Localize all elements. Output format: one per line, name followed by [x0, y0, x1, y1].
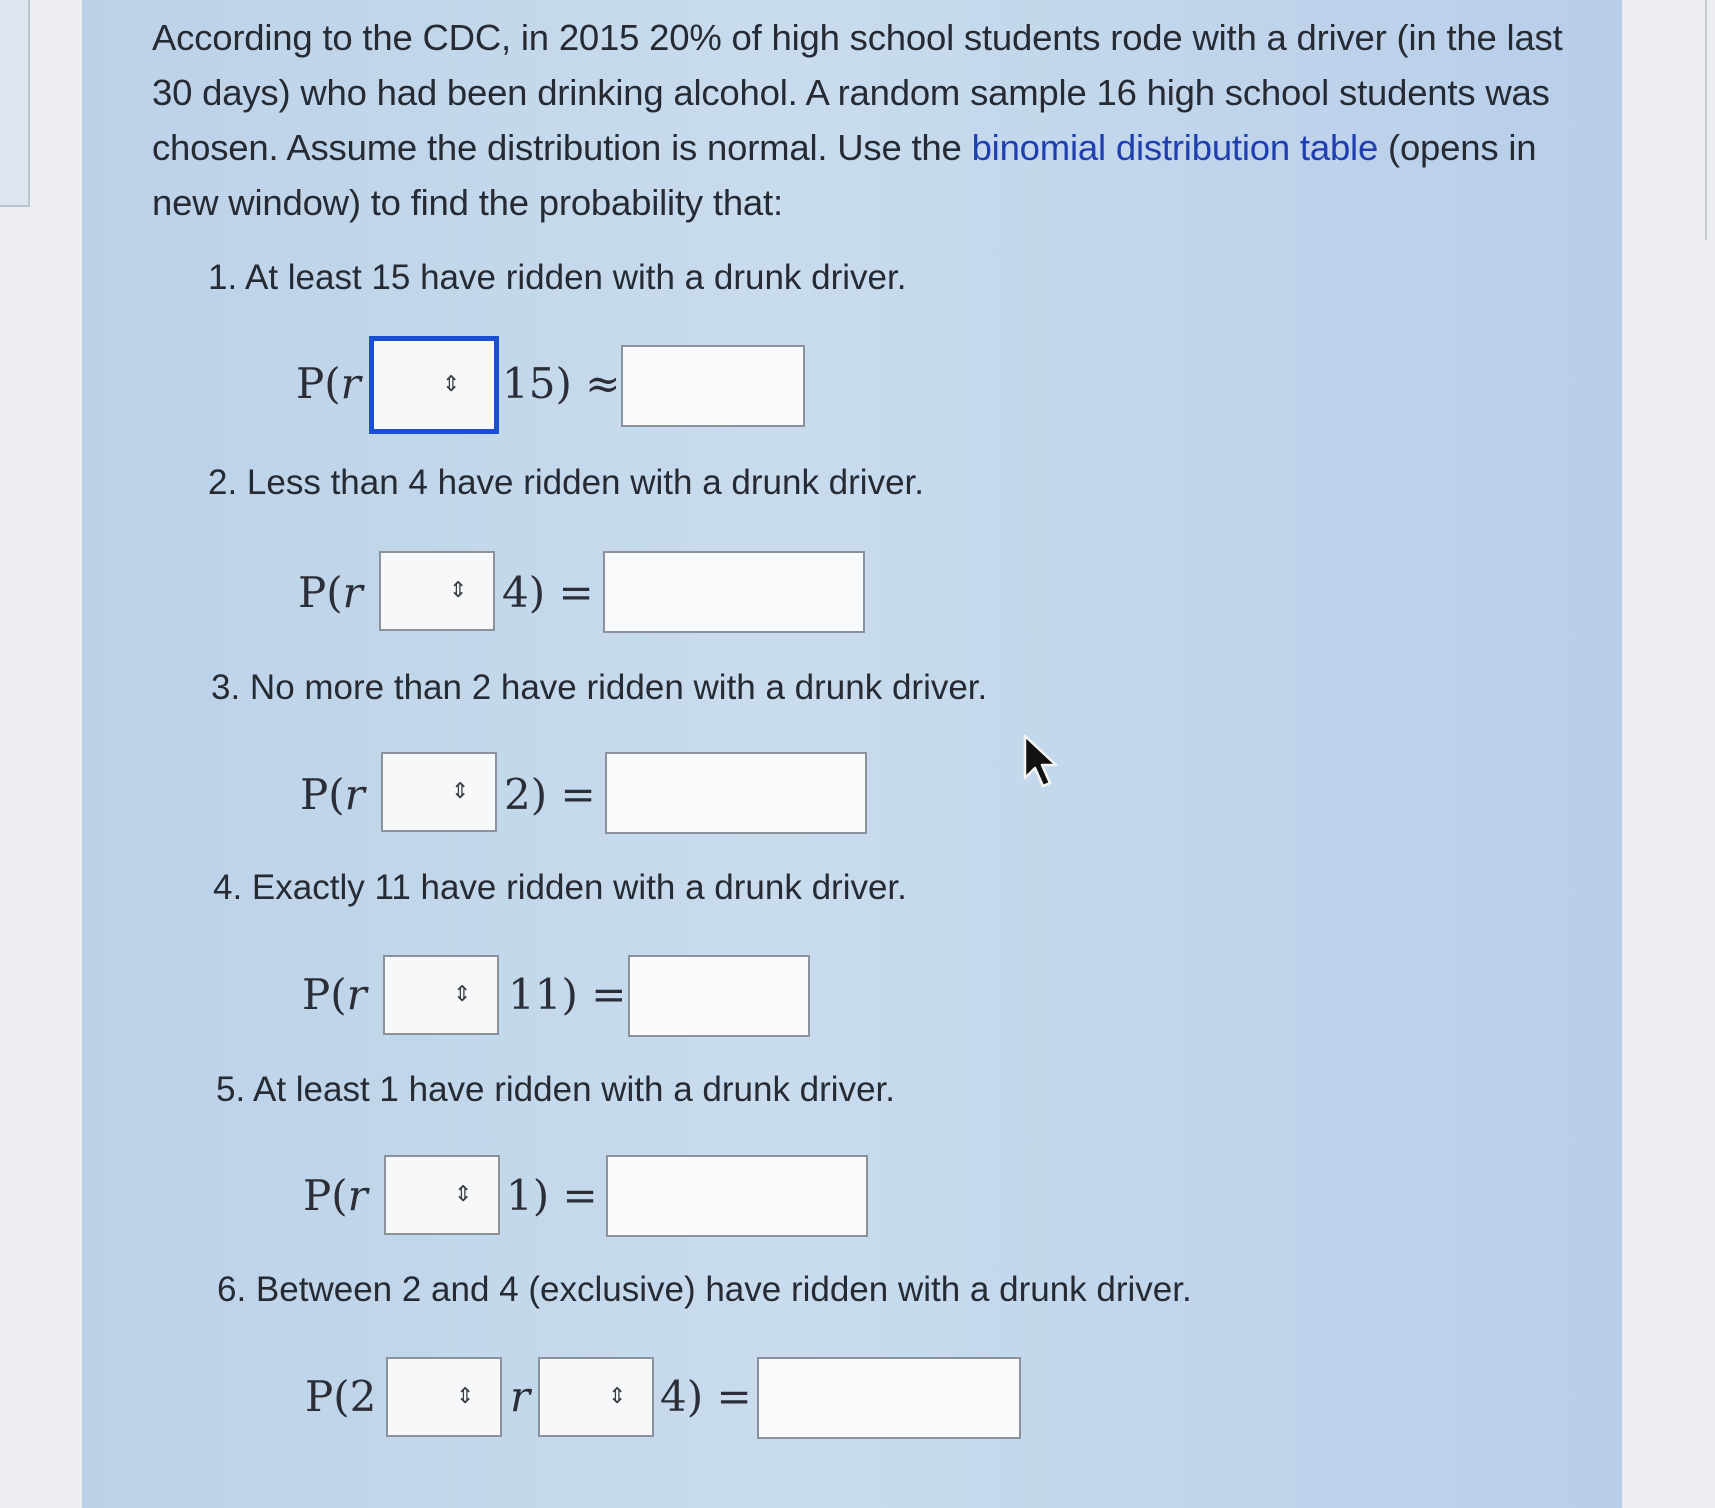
- mouse-pointer-icon: [1022, 734, 1066, 792]
- part-2-inequality-select[interactable]: [379, 551, 495, 631]
- up-down-arrows-icon: ⇕: [454, 1182, 473, 1207]
- part-3-inequality-select[interactable]: [381, 752, 497, 832]
- part-6-answer-input[interactable]: [757, 1357, 1021, 1439]
- part-4-answer-input[interactable]: [628, 955, 810, 1037]
- part-3-answer-input[interactable]: [605, 752, 867, 834]
- part-5-inequality-select[interactable]: [384, 1155, 500, 1235]
- binomial-table-link[interactable]: binomial distribution table: [971, 127, 1379, 168]
- part-4-text: 4. Exactly 11 have ridden with a drunk driver.: [213, 868, 907, 907]
- part-2-answer-input[interactable]: [603, 551, 865, 633]
- part-3-bound: 2) =: [504, 770, 596, 819]
- part-3-prefix: P(r: [300, 770, 365, 819]
- part-6-lower-inequality-select[interactable]: [386, 1357, 502, 1437]
- up-down-arrows-icon: ⇕: [608, 1384, 627, 1409]
- part-1-bound: 15) ≈: [502, 359, 621, 408]
- part-4-bound: 11) =: [508, 970, 627, 1019]
- part-2-prefix: P(r: [298, 568, 363, 617]
- part-6-bound: 4) =: [660, 1372, 752, 1421]
- question-text: [152, 10, 1572, 230]
- part-3-text: 3. No more than 2 have ridden with a drunk driver.: [211, 668, 988, 707]
- up-down-arrows-icon: ⇕: [453, 982, 472, 1007]
- part-1-inequality-select[interactable]: [369, 336, 499, 434]
- up-down-arrows-icon: ⇕: [442, 372, 461, 397]
- part-1-answer-input[interactable]: [621, 345, 805, 427]
- part-5-prefix: P(r: [303, 1171, 368, 1220]
- up-down-arrows-icon: ⇕: [456, 1384, 475, 1409]
- right-window-edge: [1705, 0, 1715, 240]
- part-1-text: 1. At least 15 have ridden with a drunk driver.: [208, 258, 907, 297]
- part-4-inequality-select[interactable]: [383, 955, 499, 1035]
- part-2-bound: 4) =: [502, 568, 594, 617]
- part-6-text: 6. Between 2 and 4 (exclusive) have ridden with a drunk driver.: [217, 1270, 1192, 1309]
- part-2-text: 2. Less than 4 have ridden with a drunk driver.: [208, 463, 924, 502]
- question-instruction: (opens in new window) to find the probability that:: [152, 127, 1537, 223]
- part-6-variable: r: [510, 1372, 531, 1421]
- question-intro: According to the CDC, in 2015 20% of high school students rode with a driver (in the last 30 days) who had been drinking alcohol. A random sample 16 high school students was chosen. Assume the distribution is normal. Use the: [152, 17, 1563, 168]
- up-down-arrows-icon: ⇕: [449, 578, 468, 603]
- part-5-answer-input[interactable]: [606, 1155, 868, 1237]
- up-down-arrows-icon: ⇕: [451, 779, 470, 804]
- part-6-upper-inequality-select[interactable]: [538, 1357, 654, 1437]
- left-window-edge: [0, 0, 30, 207]
- part-4-prefix: P(r: [302, 970, 367, 1019]
- part-5-bound: 1) =: [506, 1171, 598, 1220]
- part-1-prefix: P(r: [296, 359, 361, 408]
- part-6-prefix: P(2: [305, 1372, 377, 1421]
- part-5-text: 5. At least 1 have ridden with a drunk driver.: [216, 1070, 895, 1109]
